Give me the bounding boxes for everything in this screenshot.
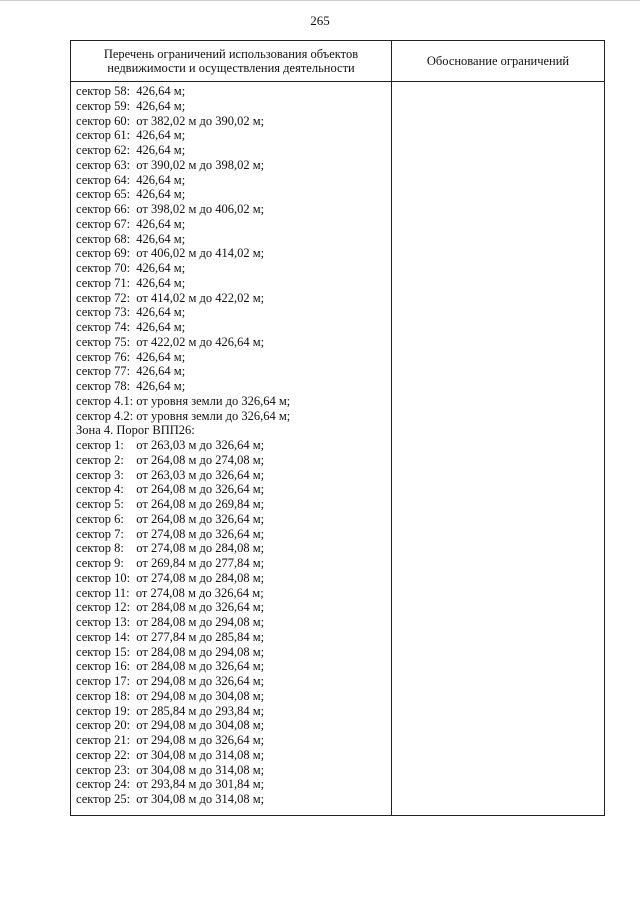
sector-line: сектор 61: 426,64 м;	[76, 128, 186, 143]
sector-line: сектор 16: от 284,08 м до 326,64 м;	[76, 659, 265, 674]
header-justification: Обоснование ограничений	[426, 53, 570, 68]
page-top-edge	[0, 0, 640, 1]
sector-line: сектор 1: от 263,03 м до 326,64 м;	[76, 438, 265, 452]
sector-line: сектор 25: от 304,08 м до 314,08 м;	[76, 792, 265, 806]
sector-line: сектор 59: 426,64 м;	[76, 98, 186, 113]
sector-line: сектор 65: 426,64 м;	[76, 187, 186, 202]
sector-line: сектор 11: от 274,08 м до 326,64 м;	[76, 585, 264, 600]
sector-line: сектор 63: от 390,02 м до 398,02 м;	[76, 157, 265, 172]
sector-line: сектор 77: 426,64 м;	[76, 364, 186, 379]
sector-line: сектор 72: от 414,02 м до 422,02 м;	[76, 290, 265, 305]
sector-line: сектор 68: 426,64 м;	[76, 231, 186, 246]
sector-line: сектор 60: от 382,02 м до 390,02 м;	[76, 113, 265, 128]
sector-line: сектор 4: от 264,08 м до 326,64 м;	[76, 482, 265, 497]
sector-line: сектор 5: от 264,08 м до 269,84 м;	[76, 497, 265, 511]
sector-line: сектор 10: от 274,08 м до 284,08 м;	[76, 570, 265, 585]
sector-line: сектор 7: от 274,08 м до 326,64 м;	[76, 526, 265, 541]
header-restrictions-list	[71, 41, 391, 81]
sector-line: сектор 15: от 284,08 м до 294,08 м;	[76, 644, 265, 659]
restrictions-table	[70, 40, 605, 816]
sector-line: сектор 22: от 304,08 м до 314,08 м;	[76, 747, 265, 762]
sector-line: сектор 71: 426,64 м;	[76, 275, 186, 290]
sector-line: сектор 69: от 406,02 м до 414,02 м;	[76, 246, 265, 261]
sector-line: сектор 12: от 284,08 м до 326,64 м;	[76, 600, 265, 615]
header-restrictions-line1: Перечень ограничений использования объектов	[103, 47, 359, 61]
sector-line: сектор 6: от 264,08 м до 326,64 м;	[76, 511, 265, 526]
sector-line: сектор 21: от 294,08 м до 326,64 м;	[76, 733, 265, 747]
sector-line: сектор 62: 426,64 м;	[76, 143, 186, 157]
sector-line: сектор 58: 426,64 м;	[76, 84, 186, 98]
restrictions-list-cell	[76, 84, 388, 807]
sector-line: сектор 78: 426,64 м;	[76, 379, 186, 393]
sector-line: сектор 4.2: от уровня земли до 326,64 м;	[76, 408, 291, 423]
zone-heading: Зона 4. Порог ВПП26:	[76, 423, 195, 438]
sector-line: сектор 3: от 263,03 м до 326,64 м;	[76, 467, 265, 482]
table-header-row	[71, 41, 604, 82]
sector-line: сектор 76: 426,64 м;	[76, 349, 186, 364]
header-restrictions-line2: недвижимости и осуществления деятельности	[107, 61, 355, 75]
sector-line: сектор 19: от 285,84 м до 293,84 м;	[76, 703, 265, 718]
sector-line: сектор 70: 426,64 м;	[76, 261, 186, 275]
sector-line: сектор 17: от 294,08 м до 326,64 м;	[76, 674, 265, 688]
sector-line: сектор 74: 426,64 м;	[76, 320, 186, 334]
sector-line: сектор 9: от 269,84 м до 277,84 м;	[76, 556, 265, 570]
sector-line: сектор 18: от 294,08 м до 304,08 м;	[76, 688, 265, 703]
sector-line: сектор 2: от 264,08 м до 274,08 м;	[76, 452, 265, 467]
sector-line: сектор 14: от 277,84 м до 285,84 м;	[76, 629, 265, 644]
sector-line: сектор 20: от 294,08 м до 304,08 м;	[76, 718, 265, 733]
page-number: 265	[310, 13, 330, 28]
sector-line: сектор 75: от 422,02 м до 426,64 м;	[76, 334, 265, 349]
sector-line: сектор 4.1: от уровня земли до 326,64 м;	[76, 393, 291, 408]
sector-line: сектор 13: от 284,08 м до 294,08 м;	[76, 615, 265, 629]
sector-line: сектор 23: от 304,08 м до 314,08 м;	[76, 762, 265, 777]
sector-line: сектор 64: 426,64 м;	[76, 172, 186, 187]
sector-line: сектор 8: от 274,08 м до 284,08 м;	[76, 541, 265, 556]
column-divider	[391, 41, 392, 815]
sector-line: сектор 67: 426,64 м;	[76, 216, 186, 231]
sector-line: сектор 66: от 398,02 м до 406,02 м;	[76, 202, 265, 216]
sector-line: сектор 24: от 293,84 м до 301,84 м;	[76, 777, 265, 792]
sector-line: сектор 73: 426,64 м;	[76, 305, 186, 320]
